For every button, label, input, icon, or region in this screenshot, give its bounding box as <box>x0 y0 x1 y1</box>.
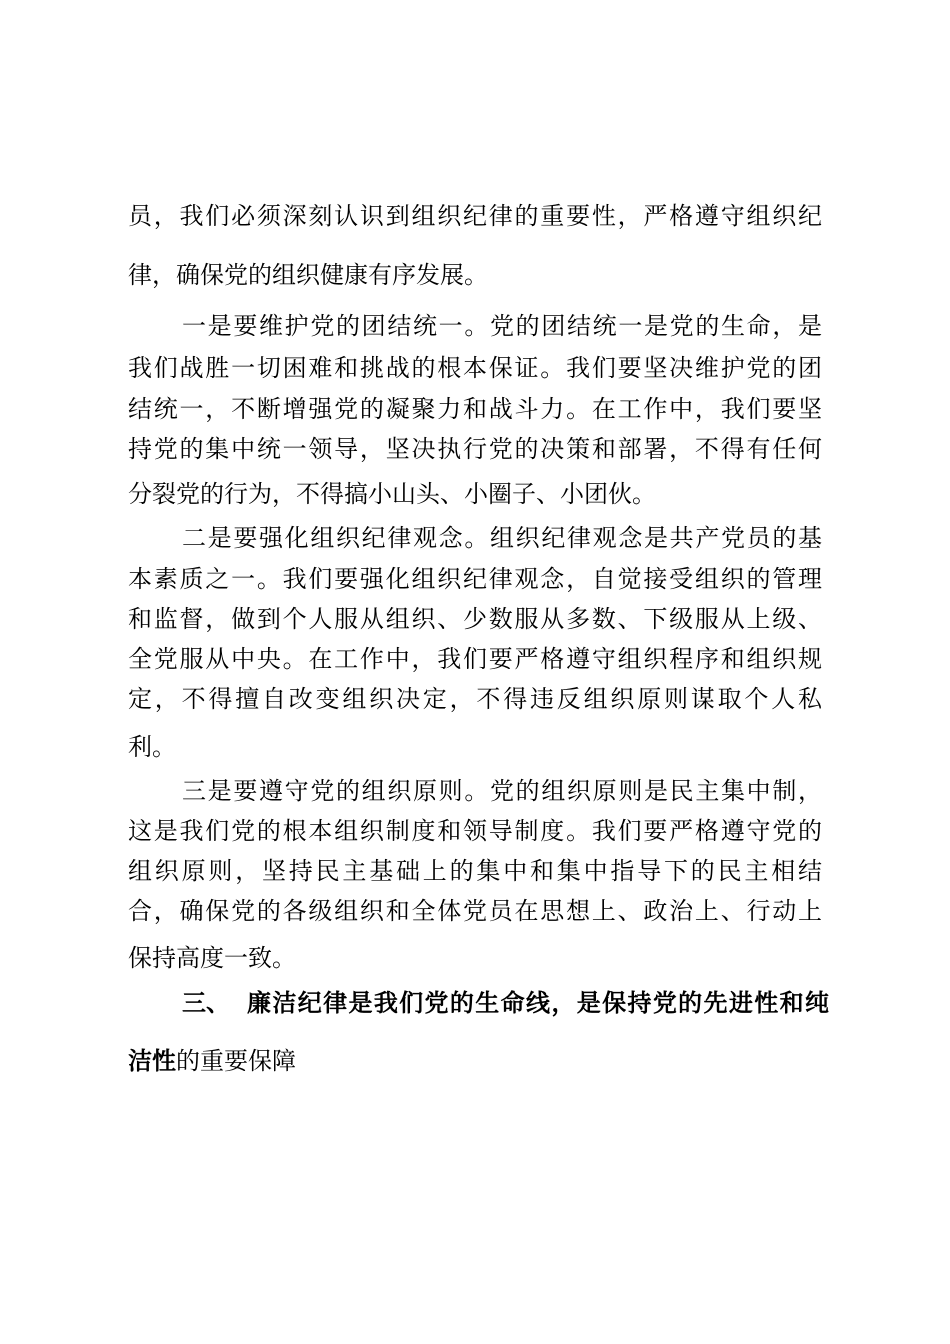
paragraph-3-line-5: 保持高度一致。 <box>128 944 296 972</box>
paragraph-3-line-4: 合，确保党的各级组织和全体党员在思想上、政治上、行动上 <box>128 897 822 925</box>
paragraph-2-line-5: 定，不得擅自改变组织决定，不得违反组织原则谋取个人私 <box>128 685 822 713</box>
paragraph-2-line-4: 全党服从中央。在工作中，我们要严格遵守组织程序和组织规 <box>128 645 822 673</box>
paragraph-2-line-6: 利。 <box>128 733 176 761</box>
section-heading-line-2 <box>128 1046 296 1076</box>
continuation-line-2: 律，确保党的组织健康有序发展。 <box>128 261 488 289</box>
paragraph-1-line-3: 结统一，不断增强党的凝聚力和战斗力。在工作中，我们要坚 <box>128 395 822 423</box>
section-heading-line-2-rest: 的重要保障 <box>176 1047 296 1075</box>
paragraph-3-line-3: 组织原则，坚持民主基础上的集中和集中指导下的民主相结 <box>128 857 822 885</box>
paragraph-1-line-2: 我们战胜一切困难和挑战的根本保证。我们要坚决维护党的团 <box>128 354 822 382</box>
paragraph-3-line-2: 这是我们党的根本组织制度和领导制度。我们要严格遵守党的 <box>128 817 822 845</box>
paragraph-1-line-1: 一是要维护党的团结统一。党的团结统一是党的生命，是 <box>182 312 822 340</box>
paragraph-2-line-1: 二是要强化组织纪律观念。组织纪律观念是共产党员的基 <box>182 524 822 552</box>
continuation-line-1: 员，我们必须深刻认识到组织纪律的重要性，严格遵守组织纪 <box>128 202 822 230</box>
paragraph-3-line-1: 三是要遵守党的组织原则。党的组织原则是民主集中制， <box>182 777 822 805</box>
paragraph-2-line-3: 和监督，做到个人服从组织、少数服从多数、下级服从上级、 <box>128 605 822 633</box>
section-heading-line-2-bold: 洁性 <box>128 1047 176 1075</box>
paragraph-1-line-4: 持党的集中统一领导，坚决执行党的决策和部署，不得有任何 <box>128 435 822 463</box>
section-heading-number: 三、 <box>182 989 230 1017</box>
paragraph-2-line-2: 本素质之一。我们要强化组织纪律观念，自觉接受组织的管理 <box>128 565 822 593</box>
section-heading-line-1: 廉洁纪律是我们党的生命线，是保持党的先进性和纯 <box>247 989 829 1017</box>
paragraph-1-line-5: 分裂党的行为，不得搞小山头、小圈子、小团伙。 <box>128 480 656 508</box>
